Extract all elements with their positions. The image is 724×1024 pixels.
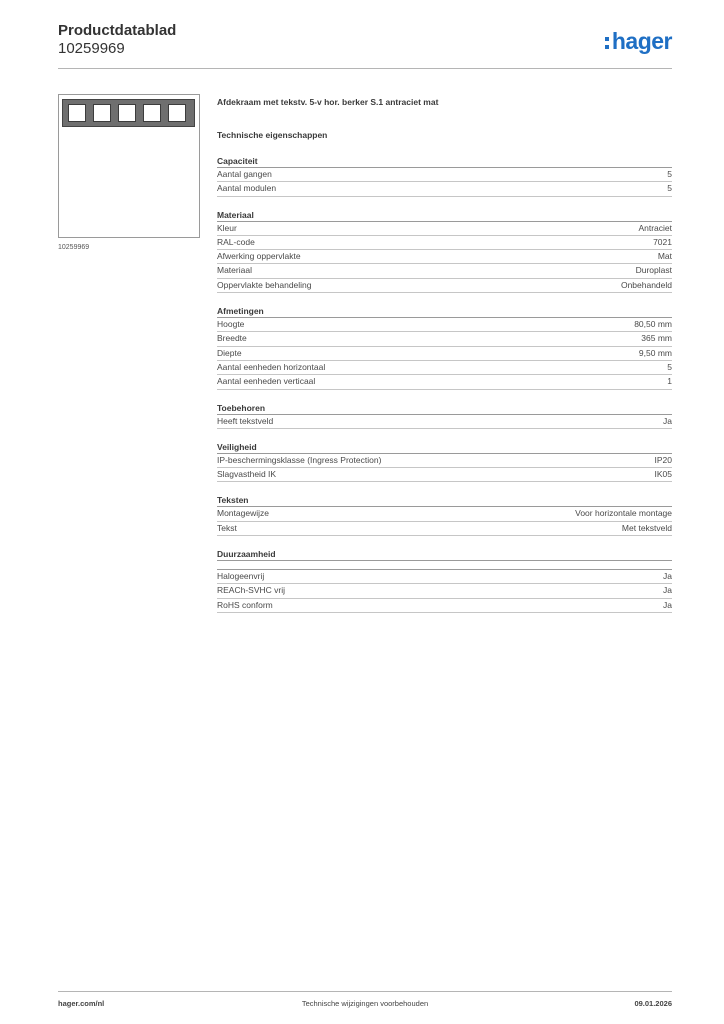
spec-value: Mat bbox=[657, 251, 672, 262]
spec-value: Ja bbox=[663, 599, 672, 610]
spec-section bbox=[217, 305, 672, 389]
spec-value: Ja bbox=[663, 585, 672, 596]
spec-row bbox=[217, 250, 672, 264]
spec-row bbox=[217, 347, 672, 361]
document-title: Productdatablad bbox=[58, 22, 177, 39]
spec-label: Afwerking oppervlakte bbox=[217, 251, 301, 262]
footer-website: hager.com/nl bbox=[58, 999, 105, 1008]
spec-value: Antraciet bbox=[638, 222, 672, 233]
section-title: Teksten bbox=[217, 494, 672, 507]
spec-label: Materiaal bbox=[217, 265, 252, 276]
section-title: Veiligheid bbox=[217, 441, 672, 454]
spec-value: Duroplast bbox=[635, 265, 672, 276]
spec-section bbox=[217, 209, 672, 293]
specifications bbox=[217, 96, 672, 613]
frame-opening bbox=[143, 104, 161, 122]
footer-disclaimer: Technische wijzigingen voorbehouden bbox=[301, 999, 429, 1008]
logo-text: hager bbox=[611, 28, 672, 54]
spec-row bbox=[217, 454, 672, 468]
spec-value: 7021 bbox=[653, 236, 672, 247]
section-title: Capaciteit bbox=[217, 155, 672, 168]
section-title: Afmetingen bbox=[217, 305, 672, 318]
spec-row bbox=[217, 522, 672, 536]
logo-dots-icon bbox=[605, 33, 610, 51]
spec-section bbox=[217, 155, 672, 197]
spec-row bbox=[217, 584, 672, 598]
spec-label: Aantal gangen bbox=[217, 169, 272, 179]
frame-opening bbox=[168, 104, 186, 122]
product-image-caption: 10259969 bbox=[58, 244, 90, 251]
spec-row bbox=[217, 375, 672, 389]
spec-value: 9,50 mm bbox=[638, 347, 672, 358]
spec-value: 365 mm bbox=[641, 333, 672, 344]
spec-label: Tekst bbox=[217, 522, 237, 533]
spec-label: Breedte bbox=[217, 333, 247, 344]
spec-value: Ja bbox=[663, 415, 672, 426]
spec-row bbox=[217, 570, 672, 584]
spec-label: Aantal modulen bbox=[217, 183, 277, 194]
spec-value: 5 bbox=[667, 361, 672, 372]
section-title: Duurzaamheid bbox=[217, 548, 672, 561]
spec-value: Ja bbox=[663, 571, 672, 582]
spec-row bbox=[217, 332, 672, 346]
spec-value: 1 bbox=[667, 376, 672, 387]
spec-row bbox=[217, 264, 672, 278]
spec-row bbox=[217, 182, 672, 196]
spec-section bbox=[217, 441, 672, 483]
spec-label: Aantal eenheden horizontaal bbox=[217, 361, 326, 372]
spec-value: 80,50 mm bbox=[634, 319, 672, 330]
cover-frame-graphic bbox=[62, 99, 195, 127]
hager-logo bbox=[605, 28, 672, 55]
spec-row bbox=[217, 415, 672, 429]
spec-label: REACh-SVHC vrij bbox=[217, 585, 286, 596]
frame-opening bbox=[93, 104, 111, 122]
section-spacer bbox=[217, 561, 672, 570]
section-title: Materiaal bbox=[217, 209, 672, 222]
frame-opening bbox=[68, 104, 86, 122]
spec-label: Slagvastheid IK bbox=[217, 469, 277, 480]
spec-value: 5 bbox=[667, 183, 672, 194]
spec-value: Met tekstveld bbox=[621, 522, 672, 533]
spec-section bbox=[217, 548, 672, 613]
technical-properties-heading: Technische eigenschappen bbox=[217, 130, 328, 140]
page-header bbox=[58, 22, 672, 68]
spec-value: Onbehandeld bbox=[620, 279, 672, 290]
spec-section bbox=[217, 494, 672, 536]
footer-date: 09.01.2026 bbox=[634, 999, 672, 1008]
product-description: Afdekraam met tekstv. 5-v hor. berker S.1 antraciet mat bbox=[217, 97, 439, 107]
spec-label: RoHS conform bbox=[217, 599, 273, 610]
spec-row bbox=[217, 318, 672, 332]
spec-row bbox=[217, 279, 672, 293]
spec-label: Kleur bbox=[217, 222, 237, 233]
spec-value: IP20 bbox=[654, 454, 672, 465]
spec-row bbox=[217, 168, 672, 182]
product-image bbox=[58, 94, 200, 238]
spec-label: RAL-code bbox=[217, 236, 255, 247]
spec-label: Diepte bbox=[217, 347, 242, 358]
spec-label: Hoogte bbox=[217, 319, 245, 330]
spec-row bbox=[217, 361, 672, 375]
spec-label: Aantal eenheden verticaal bbox=[217, 376, 316, 387]
spec-sections bbox=[217, 155, 672, 613]
spec-label: Montagewijze bbox=[217, 508, 269, 519]
spec-row bbox=[217, 507, 672, 521]
frame-opening bbox=[118, 104, 136, 122]
spec-value: Voor horizontale montage bbox=[575, 508, 672, 519]
spec-row bbox=[217, 599, 672, 613]
spec-label: Heeft tekstveld bbox=[217, 415, 274, 426]
section-title: Toebehoren bbox=[217, 402, 672, 415]
spec-label: Halogeenvrij bbox=[217, 571, 265, 582]
spec-value: IK05 bbox=[654, 469, 672, 480]
spec-label: Oppervlakte behandeling bbox=[217, 279, 312, 290]
spec-value: 5 bbox=[667, 169, 672, 179]
document-number: 10259969 bbox=[58, 40, 125, 57]
header-divider bbox=[58, 68, 672, 69]
spec-label: IP-beschermingsklasse (Ingress Protection) bbox=[217, 454, 382, 465]
spec-section bbox=[217, 402, 672, 429]
spec-row bbox=[217, 468, 672, 482]
spec-row bbox=[217, 222, 672, 236]
spec-row bbox=[217, 236, 672, 250]
footer-divider bbox=[58, 991, 672, 992]
